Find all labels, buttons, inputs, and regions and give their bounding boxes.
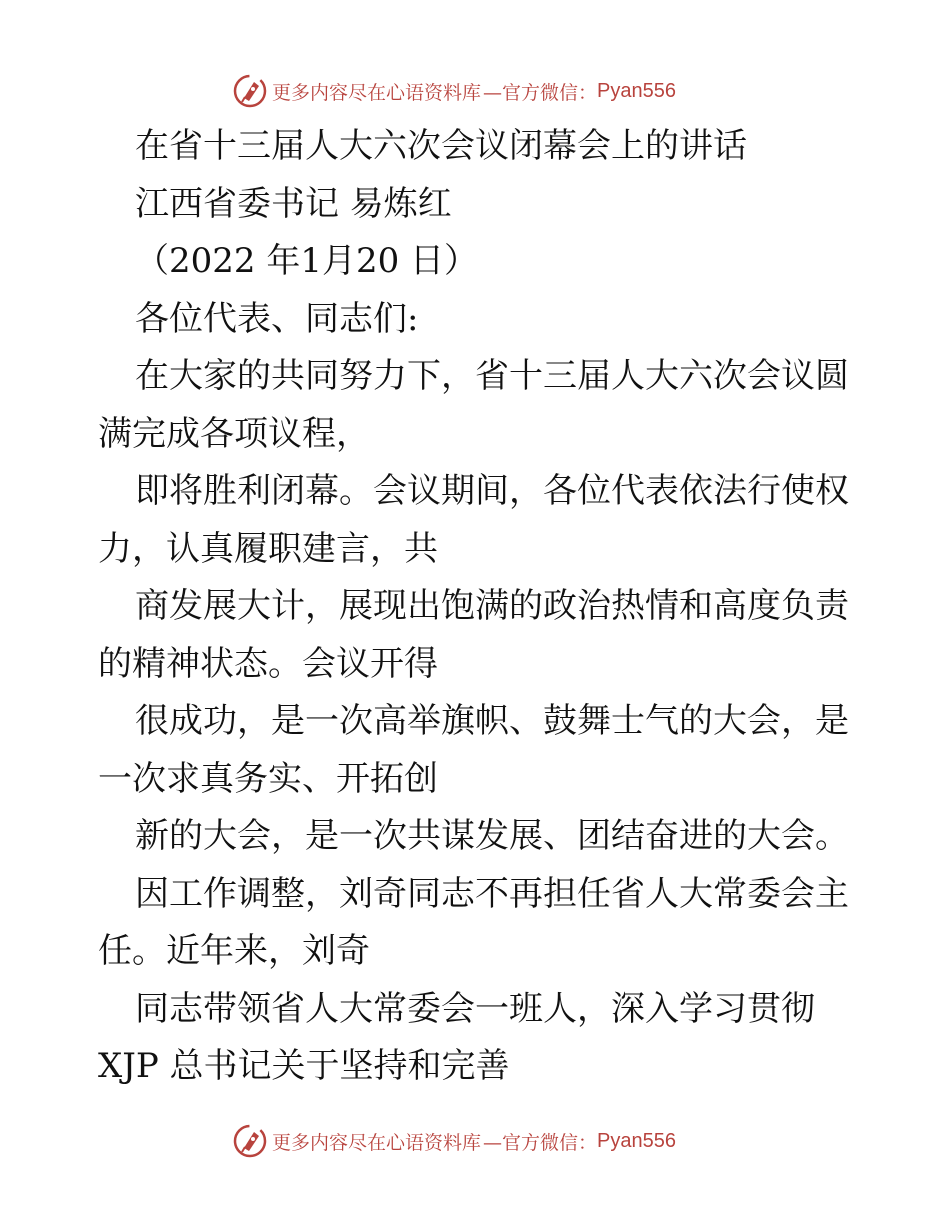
watermark-wechat-id: Pyan556 — [597, 79, 676, 102]
watermark-wechat-label: —官方微信： — [483, 1131, 598, 1154]
document-body — [98, 118, 858, 1096]
document-title: 在省十三届人大六次会议闭幕会上的讲话 — [135, 126, 747, 166]
paragraph-line: 一次求真务实、开拓创 — [98, 758, 438, 799]
paragraph-line: 满完成各项议程， — [98, 413, 370, 454]
paragraph-line: 力，认真履职建言，共 — [98, 528, 438, 569]
header-watermark — [232, 71, 676, 111]
document-author: 江西省委书记 易炼红 — [135, 183, 452, 224]
pen-nib-logo-icon — [232, 73, 268, 109]
paragraph-line: 在大家的共同努力下，省十三届人大六次会议圆 — [135, 356, 849, 396]
paragraph-line: XJP 总书记关于坚持和完善 — [98, 1046, 510, 1086]
watermark-text: 更多内容尽在心语资料库 — [272, 1131, 482, 1154]
watermark-wechat-id: Pyan556 — [597, 1129, 676, 1152]
paragraph-line: 新的大会，是一次共谋发展、团结奋进的大会。 — [135, 816, 849, 856]
paragraph-line: 同志带领省人大常委会一班人，深入学习贯彻 — [135, 988, 815, 1029]
pen-nib-logo-icon — [232, 1123, 268, 1159]
document-date: （2022 年1月20 日） — [135, 241, 479, 281]
paragraph-line: 的精神状态。会议开得 — [98, 643, 438, 684]
paragraph-line: 因工作调整，刘奇同志不再担任省人大常委会主 — [135, 873, 849, 914]
footer-watermark — [232, 1121, 676, 1161]
paragraph-line: 即将胜利闭幕。会议期间，各位代表依法行使权 — [135, 471, 849, 511]
paragraph-line: 任。近年来，刘奇 — [98, 931, 370, 971]
paragraph-line: 很成功，是一次高举旗帜、鼓舞士气的大会，是 — [135, 701, 849, 741]
document-salutation: 各位代表、同志们: — [135, 298, 419, 339]
paragraph-line: 商发展大计，展现出饱满的政治热情和高度负责 — [135, 586, 849, 626]
watermark-text: 更多内容尽在心语资料库 — [272, 81, 482, 104]
watermark-wechat-label: —官方微信： — [483, 81, 598, 104]
